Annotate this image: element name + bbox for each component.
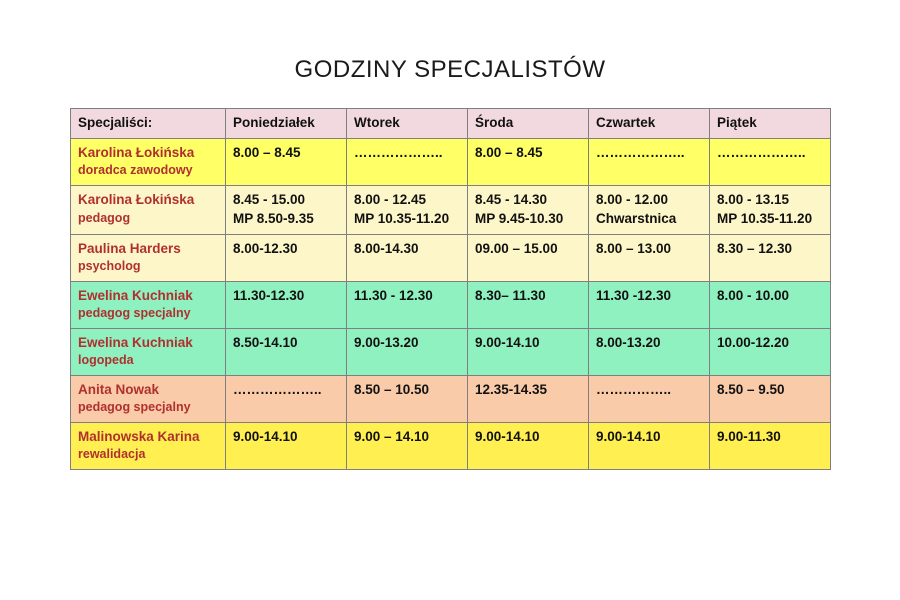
specialists-hours-table: [70, 108, 831, 470]
table-row: [71, 139, 831, 186]
schedule-time-primary: 8.00 – 8.45: [475, 145, 543, 161]
schedule-time-primary: 11.30-12.30: [233, 287, 305, 303]
schedule-cell: [468, 139, 589, 186]
specialist-name-cell: [71, 376, 226, 423]
schedule-time-primary: 9.00 – 14.10: [354, 429, 430, 445]
schedule-time-primary: ………………..: [717, 145, 806, 161]
specialist-name: Ewelina Kuchniak: [78, 287, 193, 303]
schedule-cell: [347, 423, 468, 470]
schedule-time-primary: 11.30 - 12.30: [354, 287, 433, 303]
specialist-role: rewalidacja: [78, 447, 146, 462]
specialist-role: pedagog specjalny: [78, 306, 191, 321]
schedule-time-primary: 09.00 – 15.00: [475, 240, 558, 256]
schedule-cell: [347, 186, 468, 234]
table-row: [71, 328, 831, 375]
table-header: [71, 109, 831, 139]
table-row: [71, 376, 831, 423]
schedule-time-primary: 8.30– 11.30: [475, 287, 546, 303]
column-header-specialists: Specjaliści:: [71, 109, 226, 139]
schedule-cell: [468, 328, 589, 375]
schedule-time-secondary: MP 10.35-11.20: [717, 210, 813, 226]
schedule-time-primary: 8.50 – 10.50: [354, 382, 430, 398]
specialist-name-cell: [71, 139, 226, 186]
schedule-time-primary: 8.00 – 13.00: [596, 240, 672, 256]
schedule-time-primary: 8.00 - 10.00: [717, 287, 790, 303]
column-header-tuesday: Wtorek: [347, 109, 468, 139]
specialist-name: Malinowska Karina: [78, 429, 200, 445]
table-row: [71, 186, 831, 234]
schedule-time-primary: ……………..: [596, 382, 672, 398]
schedule-time-primary: 8.00-14.30: [354, 240, 419, 256]
specialist-name-cell: [71, 234, 226, 281]
schedule-cell: [226, 234, 347, 281]
specialist-name: Karolina Łokińska: [78, 145, 195, 161]
schedule-cell: [710, 328, 831, 375]
specialist-role: pedagog: [78, 210, 131, 225]
schedule-time-primary: 9.00-14.10: [475, 334, 540, 350]
schedule-cell: [226, 328, 347, 375]
schedule-cell: [347, 139, 468, 186]
schedule-cell: [347, 328, 468, 375]
schedule-cell: [468, 234, 589, 281]
schedule-time-secondary: MP 8.50-9.35: [233, 210, 314, 226]
schedule-cell: [347, 281, 468, 328]
schedule-cell: [226, 281, 347, 328]
specialist-name-cell: [71, 423, 226, 470]
specialist-name: Paulina Harders: [78, 240, 181, 256]
schedule-time-primary: 8.30 – 12.30: [717, 240, 793, 256]
schedule-cell: [589, 376, 710, 423]
schedule-cell: [347, 234, 468, 281]
specialist-role: logopeda: [78, 353, 134, 368]
specialist-role: pedagog specjalny: [78, 400, 191, 415]
schedule-time-primary: ………………..: [596, 145, 685, 161]
schedule-time-primary: 8.00-12.30: [233, 240, 298, 256]
schedule-cell: [226, 423, 347, 470]
schedule-cell: [710, 139, 831, 186]
schedule-time-primary: 9.00-11.30: [717, 429, 781, 445]
schedule-time-primary: 8.50 – 9.50: [717, 382, 785, 398]
schedule-cell: [589, 281, 710, 328]
schedule-time-primary: 8.00 - 13.15: [717, 192, 790, 208]
schedule-cell: [710, 423, 831, 470]
specialist-name-cell: [71, 186, 226, 234]
specialist-name-cell: [71, 281, 226, 328]
schedule-time-primary: 8.00 - 12.45: [354, 192, 427, 208]
schedule-cell: [226, 139, 347, 186]
specialist-role: doradca zawodowy: [78, 163, 193, 178]
column-header-wednesday: Środa: [468, 109, 589, 139]
schedule-time-primary: 8.45 - 15.00: [233, 192, 306, 208]
schedule-cell: [589, 423, 710, 470]
specialist-name: Anita Nowak: [78, 382, 160, 398]
table-row: [71, 281, 831, 328]
specialist-name-cell: [71, 328, 226, 375]
schedule-cell: [347, 376, 468, 423]
specialist-name: Ewelina Kuchniak: [78, 334, 193, 350]
schedule-cell: [589, 234, 710, 281]
table-body: [71, 139, 831, 470]
schedule-cell: [710, 281, 831, 328]
schedule-time-primary: 8.45 - 14.30: [475, 192, 548, 208]
schedule-time-primary: 8.00 - 12.00: [596, 192, 669, 208]
schedule-cell: [710, 376, 831, 423]
schedule-cell: [589, 328, 710, 375]
schedule-cell: [226, 186, 347, 234]
schedule-table-container: [70, 108, 830, 470]
schedule-time-secondary: MP 9.45-10.30: [475, 210, 564, 226]
schedule-time-primary: 9.00-14.10: [475, 429, 540, 445]
schedule-cell: [710, 234, 831, 281]
schedule-cell: [468, 423, 589, 470]
schedule-time-primary: 8.00-13.20: [596, 334, 661, 350]
schedule-time-secondary: Chwarstnica: [596, 210, 677, 226]
schedule-time-primary: ………………..: [233, 382, 322, 398]
schedule-time-primary: 9.00-14.10: [596, 429, 661, 445]
column-header-monday: Poniedziałek: [226, 109, 347, 139]
schedule-cell: [226, 376, 347, 423]
schedule-time-primary: 8.00 – 8.45: [233, 145, 301, 161]
specialist-role: psycholog: [78, 258, 141, 273]
table-row: [71, 423, 831, 470]
schedule-time-secondary: MP 10.35-11.20: [354, 210, 450, 226]
table-row: [71, 234, 831, 281]
column-header-friday: Piątek: [710, 109, 831, 139]
schedule-cell: [589, 139, 710, 186]
schedule-time-primary: 12.35-14.35: [475, 382, 548, 398]
specialist-name: Karolina Łokińska: [78, 192, 195, 208]
table-header-row: [71, 109, 831, 139]
column-header-thursday: Czwartek: [589, 109, 710, 139]
schedule-time-primary: 9.00-13.20: [354, 334, 419, 350]
schedule-time-primary: 11.30 -12.30: [596, 287, 672, 303]
page-title: GODZINY SPECJALISTÓW: [294, 56, 606, 84]
schedule-cell: [589, 186, 710, 234]
schedule-cell: [468, 281, 589, 328]
schedule-cell: [468, 186, 589, 234]
schedule-time-primary: 9.00-14.10: [233, 429, 298, 445]
schedule-cell: [468, 376, 589, 423]
schedule-time-primary: 8.50-14.10: [233, 334, 298, 350]
schedule-time-primary: 10.00-12.20: [717, 334, 790, 350]
schedule-cell: [710, 186, 831, 234]
schedule-time-primary: ………………..: [354, 145, 443, 161]
